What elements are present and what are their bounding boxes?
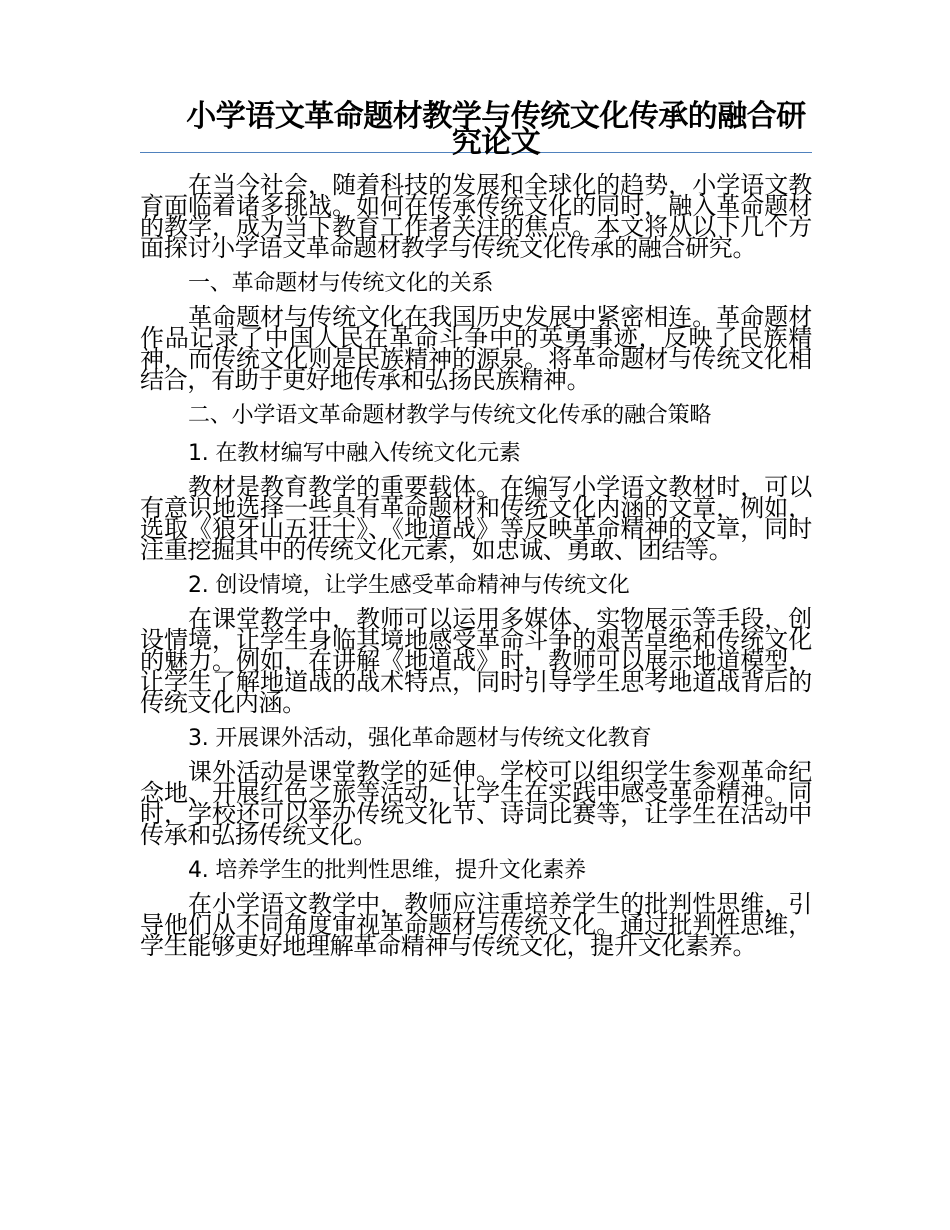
subheading-activities: 3. 开展课外活动，强化革命题材与传统文化教育: [188, 726, 652, 751]
section-heading-relationship: 一、革命题材与传统文化的关系: [188, 271, 494, 296]
subheading-context: 2. 创设情境，让学生感受革命精神与传统文化: [188, 573, 630, 598]
subheading-textbook: 1. 在教材编写中融入传统文化元素: [188, 441, 521, 466]
intro-paragraph: 在当今社会，随着科技的发展和全球化的趋势，小学语文教育面临着诸多挑战。如何在传承传统文化的同时，融入革命题材的教学，成为当下教育工作者关注的焦点。本文将从以下几个方面探讨小学语文革命题材教学与传统文化传承的融合研究。: [140, 171, 812, 262]
section-heading-strategies: 二、小学语文革命题材教学与传统文化传承的融合策略: [188, 403, 712, 428]
textbook-paragraph: 教材是教育教学的重要载体。在编写小学语文教材时，可以有意识地选择一些具有革命题材和传统文化内涵的文章，例如，选取《狼牙山五壮士》、《地道战》等反映革命精神的文章，同时注重挖掘其中的传统文化元素，如忠诚、勇敢、团结等。: [140, 473, 812, 564]
critical-thinking-paragraph: 在小学语文教学中，教师应注重培养学生的批判性思维，引导他们从不同角度审视革命题材与传统文化。通过批判性思维，学生能够更好地理解革命精神与传统文化，提升文化素养。: [140, 890, 812, 960]
activities-paragraph: 课外活动是课堂教学的延伸。学校可以组织学生参观革命纪念地、开展红色之旅等活动，让学生在实践中感受革命精神。同时，学校还可以举办传统文化节、诗词比赛等，让学生在活动中传承和弘扬传统文化。: [140, 758, 812, 849]
context-paragraph: 在课堂教学中，教师可以运用多媒体、实物展示等手段，创设情境，让学生身临其境地感受革命斗争的艰苦卓绝和传统文化的魅力。例如，在讲解《地道战》时，教师可以展示地道模型，让学生了解地道战的战术特点，同时引导学生思考地道战背后的传统文化内涵。: [140, 605, 812, 717]
subheading-critical-thinking: 4. 培养学生的批判性思维，提升文化素养: [188, 858, 586, 883]
document-title: 小学语文革命题材教学与传统文化传承的融合研究论文: [186, 99, 806, 160]
relationship-paragraph: 革命题材与传统文化在我国历史发展中紧密相连。革命题材作品记录了中国人民在革命斗争中的英勇事迹，反映了民族精神，而传统文化则是民族精神的源泉。将革命题材与传统文化相结合，有助于更好地传承和弘扬民族精神。: [140, 303, 812, 394]
document-page: [140, 99, 812, 960]
